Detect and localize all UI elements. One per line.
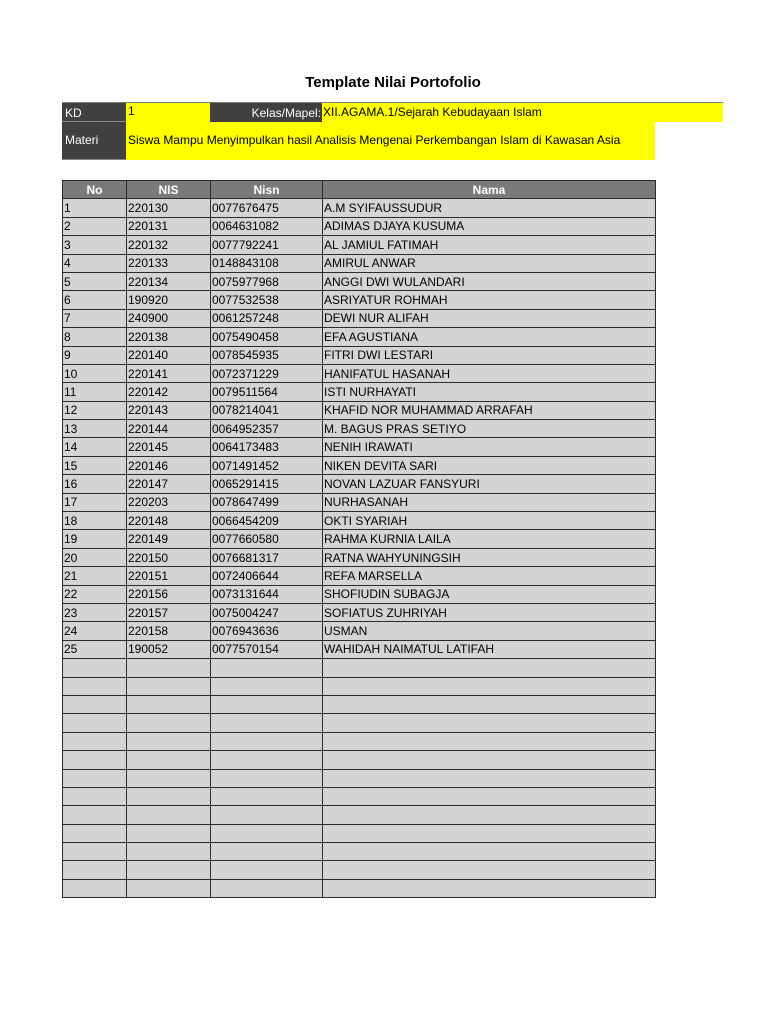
cell-nisn[interactable]: 0065291415 — [211, 475, 323, 493]
empty-cell[interactable] — [211, 879, 323, 897]
cell-nama[interactable]: ADIMAS DJAYA KUSUMA — [323, 217, 656, 235]
table-row — [63, 493, 656, 511]
cell-nisn[interactable]: 0077660580 — [211, 530, 323, 548]
cell-nis[interactable]: 190052 — [127, 640, 211, 658]
kd-value[interactable]: 1 — [126, 102, 210, 122]
cell-nis[interactable]: 220144 — [127, 420, 211, 438]
cell-nis[interactable]: 220150 — [127, 548, 211, 566]
cell-nisn[interactable]: 0075490458 — [211, 328, 323, 346]
table-row — [63, 383, 656, 401]
cell-nisn[interactable]: 0075977968 — [211, 272, 323, 290]
table-row-empty — [63, 879, 656, 897]
empty-cell[interactable] — [127, 732, 211, 750]
column-header-nama[interactable]: Nama — [323, 181, 656, 199]
cell-nis[interactable]: 220140 — [127, 346, 211, 364]
cell-nama[interactable]: RATNA WAHYUNINGSIH — [323, 548, 656, 566]
cell-no[interactable]: 2 — [63, 217, 127, 235]
cell-nisn[interactable]: 0077792241 — [211, 236, 323, 254]
empty-cell[interactable] — [211, 714, 323, 732]
table-row — [63, 438, 656, 456]
cell-nis[interactable]: 220203 — [127, 493, 211, 511]
empty-cell[interactable] — [323, 806, 656, 824]
cell-no[interactable]: 24 — [63, 622, 127, 640]
materi-label: Materi — [62, 122, 126, 160]
table-row-empty — [63, 695, 656, 713]
cell-no[interactable]: 3 — [63, 236, 127, 254]
cell-nama[interactable]: NENIH IRAWATI — [323, 438, 656, 456]
table-row — [63, 548, 656, 566]
empty-cell[interactable] — [127, 843, 211, 861]
table-row — [63, 272, 656, 290]
cell-nis[interactable]: 220131 — [127, 217, 211, 235]
table-row — [63, 585, 656, 603]
table-row — [63, 420, 656, 438]
kelas-mapel-value[interactable]: XII.AGAMA.1/Sejarah Kebudayaan Islam — [322, 102, 723, 122]
cell-nama[interactable]: HANIFATUL HASANAH — [323, 364, 656, 382]
cell-nis[interactable]: 220158 — [127, 622, 211, 640]
cell-nisn[interactable]: 0079511564 — [211, 383, 323, 401]
cell-no[interactable]: 6 — [63, 291, 127, 309]
table-row — [63, 217, 656, 235]
empty-cell[interactable] — [63, 659, 127, 677]
table-row — [63, 309, 656, 327]
empty-cell[interactable] — [211, 769, 323, 787]
cell-nis[interactable]: 220132 — [127, 236, 211, 254]
table-row — [63, 622, 656, 640]
empty-cell[interactable] — [63, 677, 127, 695]
empty-cell[interactable] — [211, 695, 323, 713]
empty-cell[interactable] — [127, 806, 211, 824]
table-header-row — [63, 181, 656, 199]
cell-nama[interactable]: OKTI SYARIAH — [323, 512, 656, 530]
cell-no[interactable]: 9 — [63, 346, 127, 364]
cell-nama[interactable]: SOFIATUS ZUHRIYAH — [323, 603, 656, 621]
column-header-nis[interactable]: NIS — [127, 181, 211, 199]
table-row — [63, 236, 656, 254]
cell-no[interactable]: 11 — [63, 383, 127, 401]
empty-cell[interactable] — [211, 843, 323, 861]
empty-cell[interactable] — [63, 695, 127, 713]
cell-no[interactable]: 17 — [63, 493, 127, 511]
cell-no[interactable]: 10 — [63, 364, 127, 382]
kd-label: KD — [62, 102, 126, 122]
table-row — [63, 640, 656, 658]
table-row — [63, 512, 656, 530]
student-table — [62, 180, 656, 898]
empty-cell[interactable] — [323, 695, 656, 713]
table-row — [63, 346, 656, 364]
empty-cell[interactable] — [127, 824, 211, 842]
empty-cell[interactable] — [127, 751, 211, 769]
cell-nis[interactable]: 220143 — [127, 401, 211, 419]
empty-cell[interactable] — [127, 879, 211, 897]
cell-nisn[interactable]: 0072406644 — [211, 567, 323, 585]
empty-cell[interactable] — [63, 769, 127, 787]
empty-cell[interactable] — [323, 861, 656, 879]
empty-cell[interactable] — [127, 769, 211, 787]
cell-nisn[interactable]: 0148843108 — [211, 254, 323, 272]
cell-nama[interactable]: KHAFID NOR MUHAMMAD ARRAFAH — [323, 401, 656, 419]
cell-nama[interactable]: A.M SYIFAUSSUDUR — [323, 199, 656, 217]
empty-cell[interactable] — [323, 732, 656, 750]
cell-nama[interactable]: FITRI DWI LESTARI — [323, 346, 656, 364]
empty-cell[interactable] — [211, 787, 323, 805]
cell-nama[interactable]: USMAN — [323, 622, 656, 640]
cell-nis[interactable]: 220157 — [127, 603, 211, 621]
table-row — [63, 199, 656, 217]
table-row-empty — [63, 751, 656, 769]
cell-nis[interactable]: 220145 — [127, 438, 211, 456]
cell-nama[interactable]: WAHIDAH NAIMATUL LATIFAH — [323, 640, 656, 658]
cell-nisn[interactable]: 0064173483 — [211, 438, 323, 456]
cell-nis[interactable]: 220138 — [127, 328, 211, 346]
empty-cell[interactable] — [211, 659, 323, 677]
empty-cell[interactable] — [211, 861, 323, 879]
cell-nama[interactable]: REFA MARSELLA — [323, 567, 656, 585]
cell-nama[interactable]: NIKEN DEVITA SARI — [323, 456, 656, 474]
table-row — [63, 328, 656, 346]
empty-cell[interactable] — [63, 879, 127, 897]
cell-nama[interactable]: NURHASANAH — [323, 493, 656, 511]
cell-no[interactable]: 4 — [63, 254, 127, 272]
cell-nisn[interactable]: 0077676475 — [211, 199, 323, 217]
cell-no[interactable]: 23 — [63, 603, 127, 621]
cell-nis[interactable]: 220133 — [127, 254, 211, 272]
cell-no[interactable]: 22 — [63, 585, 127, 603]
cell-nisn[interactable]: 0072371229 — [211, 364, 323, 382]
cell-no[interactable]: 14 — [63, 438, 127, 456]
cell-nis[interactable]: 220146 — [127, 456, 211, 474]
cell-nisn[interactable]: 0066454209 — [211, 512, 323, 530]
table-row — [63, 254, 656, 272]
cell-nama[interactable]: ISTI NURHAYATI — [323, 383, 656, 401]
cell-nis[interactable]: 220156 — [127, 585, 211, 603]
table-row-empty — [63, 806, 656, 824]
cell-nisn[interactable]: 0075004247 — [211, 603, 323, 621]
table-row — [63, 364, 656, 382]
empty-cell[interactable] — [211, 732, 323, 750]
empty-cell[interactable] — [63, 714, 127, 732]
empty-cell[interactable] — [63, 861, 127, 879]
cell-no[interactable]: 7 — [63, 309, 127, 327]
cell-nis[interactable]: 240900 — [127, 309, 211, 327]
cell-nisn[interactable]: 0064631082 — [211, 217, 323, 235]
cell-no[interactable]: 25 — [63, 640, 127, 658]
cell-no[interactable]: 19 — [63, 530, 127, 548]
cell-no[interactable]: 12 — [63, 401, 127, 419]
cell-nis[interactable]: 220142 — [127, 383, 211, 401]
table-row-empty — [63, 714, 656, 732]
page-title: Template Nilai Portofolio — [305, 74, 481, 91]
cell-nama[interactable]: NOVAN LAZUAR FANSYURI — [323, 475, 656, 493]
table-row-empty — [63, 769, 656, 787]
cell-nama[interactable]: DEWI NUR ALIFAH — [323, 309, 656, 327]
empty-cell[interactable] — [211, 806, 323, 824]
empty-cell[interactable] — [323, 879, 656, 897]
cell-no[interactable]: 16 — [63, 475, 127, 493]
cell-nis[interactable]: 220130 — [127, 199, 211, 217]
empty-cell[interactable] — [63, 732, 127, 750]
column-header-no[interactable]: No — [63, 181, 127, 199]
table-row — [63, 401, 656, 419]
empty-cell[interactable] — [127, 714, 211, 732]
cell-nisn[interactable]: 0061257248 — [211, 309, 323, 327]
cell-nisn[interactable]: 0073131644 — [211, 585, 323, 603]
cell-nisn[interactable]: 0077570154 — [211, 640, 323, 658]
cell-no[interactable]: 13 — [63, 420, 127, 438]
cell-no[interactable]: 18 — [63, 512, 127, 530]
materi-value[interactable]: Siswa Mampu Menyimpulkan hasil Analisis Mengenai Perkembangan Islam di Kawasan Asia — [126, 122, 655, 160]
cell-no[interactable]: 8 — [63, 328, 127, 346]
table-row-empty — [63, 787, 656, 805]
cell-nisn[interactable]: 0077532538 — [211, 291, 323, 309]
cell-nis[interactable]: 190920 — [127, 291, 211, 309]
cell-nis[interactable]: 220147 — [127, 475, 211, 493]
empty-cell[interactable] — [127, 695, 211, 713]
table-row-empty — [63, 861, 656, 879]
empty-cell[interactable] — [127, 787, 211, 805]
table-row — [63, 456, 656, 474]
cell-nis[interactable]: 220141 — [127, 364, 211, 382]
cell-nis[interactable]: 220148 — [127, 512, 211, 530]
empty-cell[interactable] — [127, 861, 211, 879]
table-row — [63, 291, 656, 309]
cell-nama[interactable]: EFA AGUSTIANA — [323, 328, 656, 346]
empty-cell[interactable] — [323, 769, 656, 787]
cell-no[interactable]: 1 — [63, 199, 127, 217]
cell-nisn[interactable]: 0076681317 — [211, 548, 323, 566]
empty-cell[interactable] — [211, 677, 323, 695]
cell-nis[interactable]: 220149 — [127, 530, 211, 548]
cell-nisn[interactable]: 0078214041 — [211, 401, 323, 419]
empty-cell[interactable] — [323, 714, 656, 732]
empty-cell[interactable] — [127, 659, 211, 677]
table-row-empty — [63, 732, 656, 750]
cell-nama[interactable]: SHOFIUDIN SUBAGJA — [323, 585, 656, 603]
cell-nisn[interactable]: 0076943636 — [211, 622, 323, 640]
empty-cell[interactable] — [211, 751, 323, 769]
cell-no[interactable]: 15 — [63, 456, 127, 474]
cell-nama[interactable]: AL JAMIUL FATIMAH — [323, 236, 656, 254]
column-header-nisn[interactable]: Nisn — [211, 181, 323, 199]
table-row-empty — [63, 677, 656, 695]
empty-cell[interactable] — [323, 677, 656, 695]
cell-nisn[interactable]: 0064952357 — [211, 420, 323, 438]
empty-cell[interactable] — [63, 787, 127, 805]
cell-no[interactable]: 20 — [63, 548, 127, 566]
table-row-empty — [63, 824, 656, 842]
empty-cell[interactable] — [323, 843, 656, 861]
cell-nis[interactable]: 220151 — [127, 567, 211, 585]
kelas-mapel-label: Kelas/Mapel: — [210, 102, 322, 122]
cell-no[interactable]: 5 — [63, 272, 127, 290]
empty-cell[interactable] — [63, 806, 127, 824]
empty-cell[interactable] — [323, 751, 656, 769]
cell-nama[interactable]: AMIRUL ANWAR — [323, 254, 656, 272]
empty-cell[interactable] — [127, 677, 211, 695]
cell-nisn[interactable]: 0078647499 — [211, 493, 323, 511]
table-row-empty — [63, 659, 656, 677]
table-row — [63, 530, 656, 548]
empty-cell[interactable] — [63, 843, 127, 861]
empty-cell[interactable] — [211, 824, 323, 842]
cell-nama[interactable]: RAHMA KURNIA LAILA — [323, 530, 656, 548]
cell-no[interactable]: 21 — [63, 567, 127, 585]
empty-cell[interactable] — [323, 824, 656, 842]
cell-nis[interactable]: 220134 — [127, 272, 211, 290]
cell-nama[interactable]: ANGGI DWI WULANDARI — [323, 272, 656, 290]
cell-nama[interactable]: M. BAGUS PRAS SETIYO — [323, 420, 656, 438]
cell-nisn[interactable]: 0071491452 — [211, 456, 323, 474]
empty-cell[interactable] — [323, 659, 656, 677]
table-row-empty — [63, 843, 656, 861]
empty-cell[interactable] — [63, 751, 127, 769]
cell-nama[interactable]: ASRIYATUR ROHMAH — [323, 291, 656, 309]
cell-nisn[interactable]: 0078545935 — [211, 346, 323, 364]
empty-cell[interactable] — [63, 824, 127, 842]
table-row — [63, 475, 656, 493]
table-row — [63, 603, 656, 621]
empty-cell[interactable] — [323, 787, 656, 805]
table-row — [63, 567, 656, 585]
